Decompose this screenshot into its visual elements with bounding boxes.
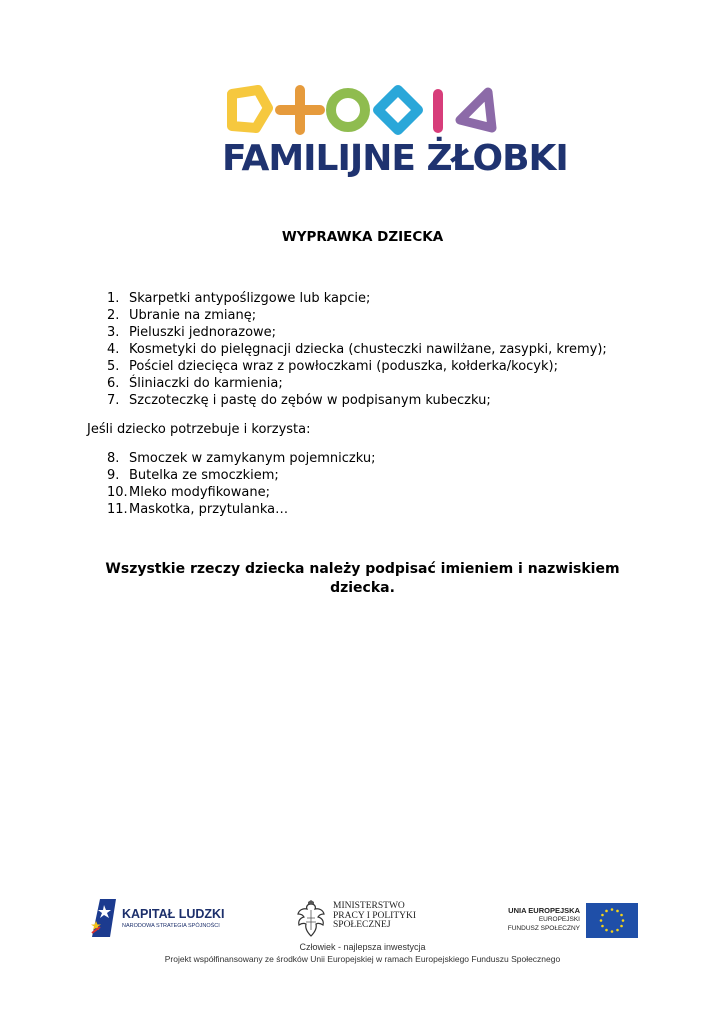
list-item: 1. Skarpetki antypoślizgowe lub kapcie; xyxy=(107,291,371,306)
kapital-ludzki-subtitle: NARODOWA STRATEGIA SPÓJNOŚCI xyxy=(122,923,220,929)
eu-star-icon xyxy=(620,914,623,917)
slogan: Człowiek - najlepsza inwestycja xyxy=(299,942,426,952)
list-item: 6. Śliniaczki do karmienia; xyxy=(107,376,283,391)
eagle-emblem-icon xyxy=(295,900,327,938)
list-item: 8. Smoczek w zamykanym pojemniczku; xyxy=(107,451,376,466)
eu-star-icon xyxy=(605,910,608,913)
list-item: 2. Ubranie na zmianę; xyxy=(107,308,257,323)
list-item: 5. Pościel dziecięca wraz z powłoczkami (poduszka, kołderka/kocyk); xyxy=(107,359,558,374)
closing-note: Wszystkie rzeczy dziecka należy podpisać imieniem i nazwiskiem dziecka. xyxy=(105,561,620,596)
eu-star-icon xyxy=(600,919,603,922)
list-item: 3. Pieluszki jednorazowe; xyxy=(107,325,277,340)
list-item: 10. Mleko modyfikowane; xyxy=(107,485,270,500)
required-items-list xyxy=(92,290,607,409)
eu-logo xyxy=(480,903,640,943)
eu-star-icon xyxy=(620,925,623,928)
eu-star-icon xyxy=(601,925,604,928)
eu-star-icon xyxy=(616,910,619,913)
list-item: 4. Kosmetyki do pielęgnacji dziecka (chusteczki nawilżane, zasypki, kremy); xyxy=(107,342,607,357)
optional-intro: Jeśli dziecko potrzebuje i korzysta: xyxy=(87,422,311,437)
kapital-ludzki-logo xyxy=(90,897,260,939)
funding-note: Projekt współfinansowany ze środków Unii Europejskiej w ramach Europejskiego Funduszu Społecznego xyxy=(164,954,561,964)
document-title: WYPRAWKA DZIECKA xyxy=(281,229,444,245)
eu-star-icon xyxy=(611,930,614,933)
eu-star-icon xyxy=(601,914,604,917)
eu-star-icon xyxy=(622,919,625,922)
kapital-ludzki-title: KAPITAŁ LUDZKI xyxy=(122,907,225,921)
eu-text: UNIA EUROPEJSKA EUROPEJSKI FUNDUSZ SPOŁECZNY xyxy=(507,906,580,932)
eu-star-icon xyxy=(605,929,608,932)
eu-flag-icon xyxy=(586,903,638,938)
list-item: 11. Maskotka, przytulanka… xyxy=(107,502,289,517)
ministry-logo xyxy=(295,900,465,942)
logo-shapes-icon xyxy=(222,84,504,140)
list-item: 7. Szczoteczkę i pastę do zębów w podpisanym kubeczku; xyxy=(107,393,491,408)
eu-star-icon xyxy=(611,908,614,911)
familijne-zlobki-logo xyxy=(222,84,568,184)
optional-items-list xyxy=(92,450,375,518)
kapital-ludzki-star-icon xyxy=(90,897,120,939)
eu-star-icon xyxy=(616,929,619,932)
list-item: 9. Butelka ze smoczkiem; xyxy=(107,468,279,483)
logo-title: FAMILIJNE ŻŁOBKI xyxy=(222,138,568,179)
ministry-name: MINISTERSTWO PRACY I POLITYKI SPOŁECZNEJ xyxy=(333,901,417,930)
